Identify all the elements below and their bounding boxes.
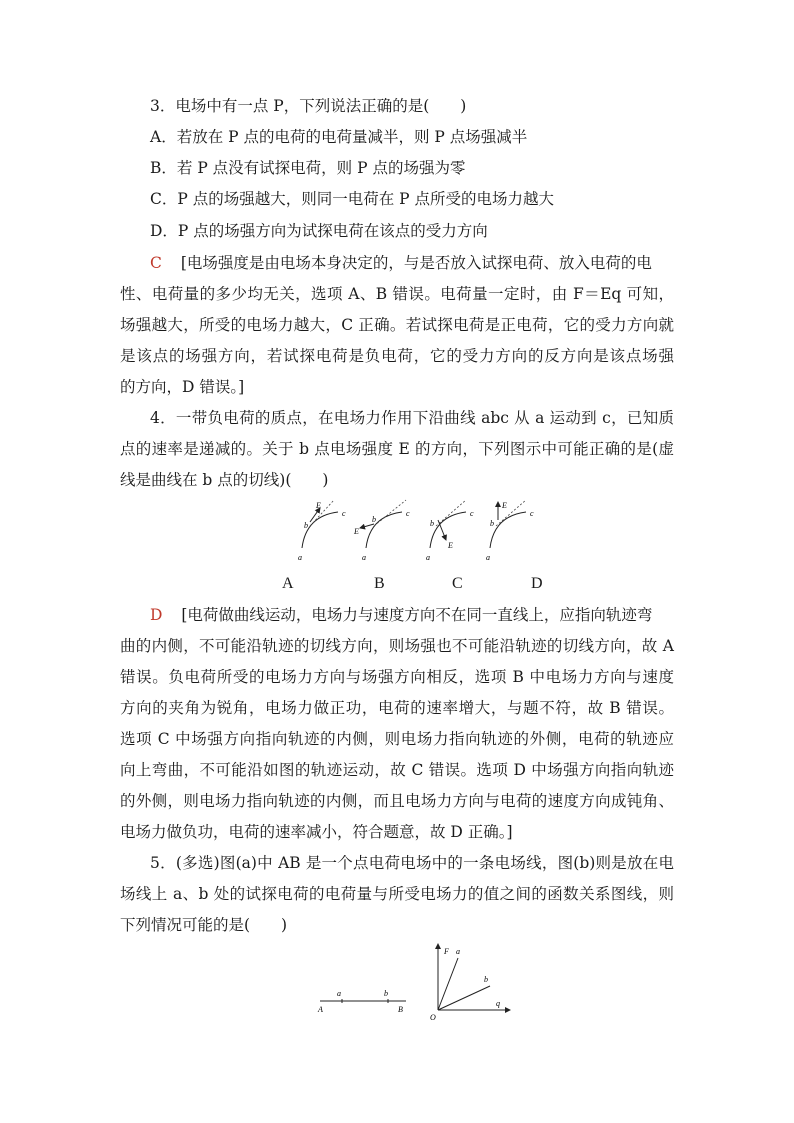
q5-stem-line-2: 场线上 a、b 处的试探电荷的电荷量与所受电场力的值之间的函数关系图线，则	[120, 885, 674, 903]
q3-explanation-line-5: 的方向，D 错误。]	[120, 378, 245, 396]
label-b: b	[484, 975, 488, 984]
label-q: q	[496, 999, 500, 1008]
q3-option-a: A．若放在 P 点的电荷的电荷量减半，则 P 点场强减半	[150, 128, 528, 146]
q4-explanation-line-1: D [电荷做曲线运动，电场力与速度方向不在同一直线上，应指向轨迹弯	[150, 606, 653, 624]
label-b: b	[372, 515, 376, 524]
q5-figure-a	[317, 989, 406, 1014]
label-a: a	[362, 553, 366, 562]
label-E: E	[502, 501, 507, 510]
q4-explanation-line-7: 的外侧，则电场力指向轨迹的内侧，而且电场力方向与电荷的速度方向成钝角、	[120, 792, 674, 810]
q3-option-c: C．P 点的场强越大，则同一电荷在 P 点所受的电场力越大	[150, 190, 555, 208]
q3-stem: 3．电场中有一点 P，下列说法正确的是( )	[150, 97, 467, 115]
q4-figure-label-c: C	[452, 575, 463, 592]
label-O: O	[430, 1013, 436, 1022]
label-c: c	[406, 509, 410, 518]
q4-figures	[290, 496, 550, 568]
label-a: a	[337, 989, 341, 998]
label-a: a	[426, 553, 430, 562]
q4-explanation-line-4: 方向的夹角为锐角，电场力做正功，电荷的速率增大，与题不符，故 B 错误。	[120, 699, 674, 717]
label-A: A	[318, 1005, 323, 1014]
label-F: F	[444, 947, 449, 956]
q4-stem-line-1: 4．一带负电荷的质点，在电场力作用下沿曲线 abc 从 a 运动到 c，已知质	[150, 409, 674, 427]
label-E: E	[354, 527, 359, 536]
q4-figure-c	[426, 500, 474, 562]
label-E: E	[316, 501, 321, 510]
label-c: c	[530, 509, 534, 518]
q4-figure-label-d: D	[531, 575, 543, 592]
label-c: c	[342, 509, 346, 518]
q4-stem-line-2: 点的速率是递减的。关于 b 点电场强度 E 的方向，下列图示中可能正确的是(虚	[120, 440, 674, 458]
label-b: b	[384, 989, 388, 998]
label-b: b	[490, 519, 494, 528]
q5-figures	[310, 940, 520, 1024]
q4-figure-b	[353, 500, 410, 562]
label-b: b	[430, 519, 434, 528]
q5-stem-line-1: 5．(多选)图(a)中 AB 是一个点电荷电场中的一条电场线，图(b)则是放在电	[150, 854, 674, 872]
q4-figure-a	[298, 500, 346, 562]
label-b: b	[304, 521, 308, 530]
label-a: a	[456, 947, 460, 956]
q4-figure-label-a: A	[282, 575, 294, 592]
q5-figure-b	[430, 944, 510, 1022]
q3-answer: C	[150, 254, 162, 272]
q5-stem-line-3: 下列情况可能的是( )	[120, 916, 288, 934]
q3-explanation-line-1: C [电场强度是由电场本身决定的，与是否放入试探电荷、放入电荷的电	[150, 254, 652, 272]
label-E: E	[448, 541, 453, 550]
q3-option-b: B．若 P 点没有试探电荷，则 P 点的场强为零	[150, 159, 466, 177]
q4-figure-d	[486, 500, 534, 562]
q3-explanation-line-4: 是该点的场强方向，若试探电荷是负电荷，它的受力方向的反方向是该点场强	[120, 347, 674, 365]
label-c: c	[470, 509, 474, 518]
q4-explanation-line-3: 错误。负电荷所受的电场力方向与场强方向相反，选项 B 中电场力方向与速度	[120, 668, 674, 686]
q3-explanation-line-2: 性、电荷量的多少均无关，选项 A、B 错误。电荷量一定时，由 F＝Eq 可知，	[120, 285, 674, 303]
q4-explanation-line-5: 选项 C 中场强方向指向轨迹的内侧，则电场力指向轨迹的外侧，电荷的轨迹应	[120, 730, 674, 748]
label-a: a	[298, 553, 302, 562]
q4-explanation-line-2: 曲的内侧，不可能沿轨迹的切线方向，则场强也不可能沿轨迹的切线方向，故 A	[120, 637, 674, 655]
q4-figure-label-b: B	[374, 575, 385, 592]
q4-explanation-line-8: 电场力做负功，电荷的速率减小，符合题意，故 D 正确。]	[120, 823, 513, 841]
q4-explanation-line-6: 向上弯曲，不可能沿如图的轨迹运动，故 C 错误。选项 D 中场强方向指向轨迹	[120, 761, 674, 779]
label-B: B	[398, 1005, 403, 1014]
q3-option-d: D．P 点的场强方向为试探电荷在该点的受力方向	[150, 222, 488, 240]
label-a: a	[486, 553, 490, 562]
q3-explanation-line-3: 场强越大，所受的电场力越大，C 正确。若试探电荷是正电荷，它的受力方向就	[120, 316, 674, 334]
q4-stem-line-3: 线是曲线在 b 点的切线)( )	[120, 471, 329, 489]
q4-answer: D	[150, 606, 163, 624]
